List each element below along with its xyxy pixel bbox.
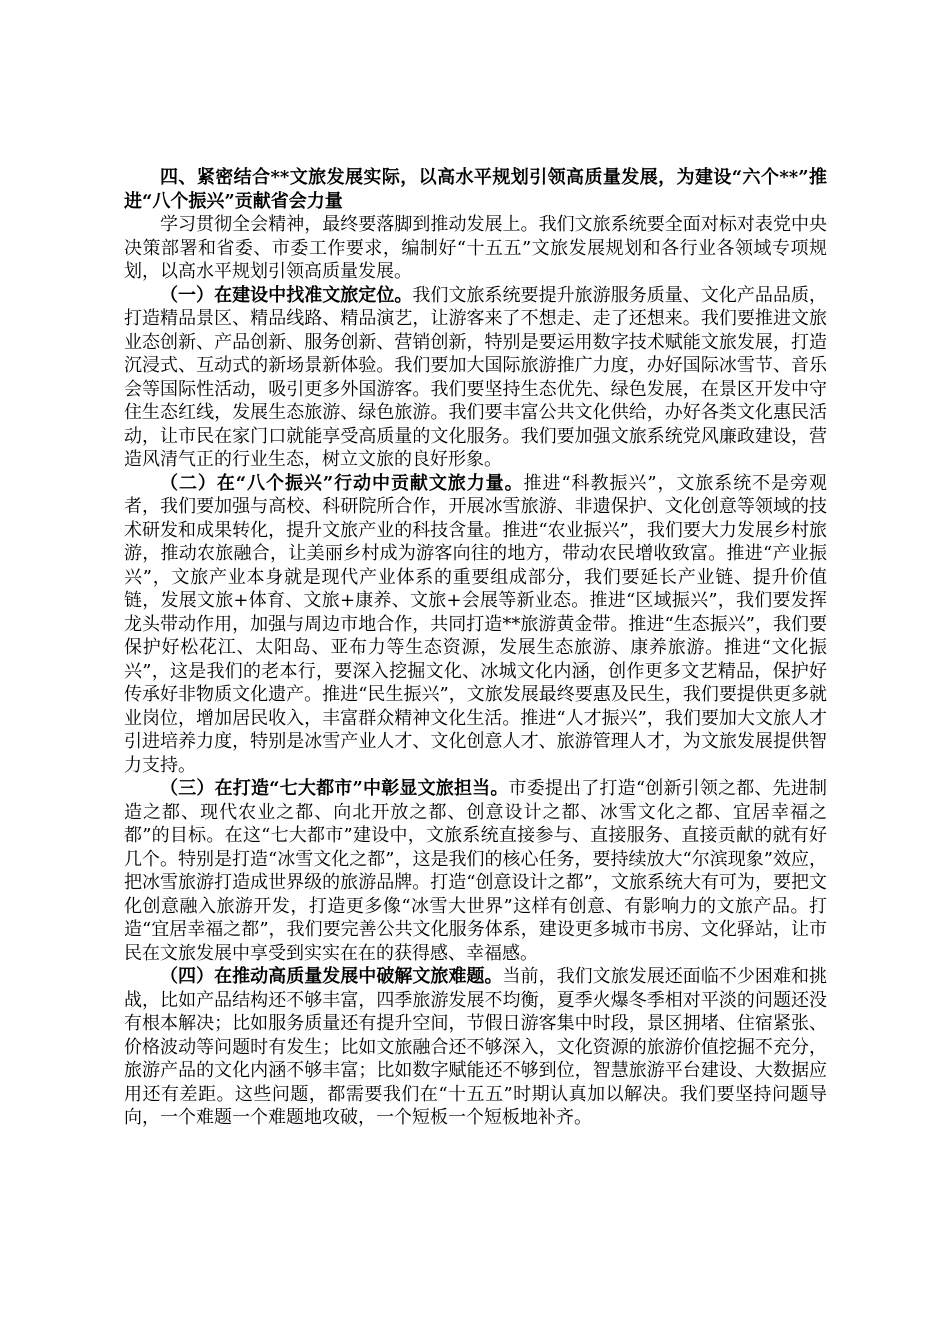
section-4-lead: （四）在推动高质量发展中破解文旅难题。 [160, 966, 503, 987]
section-4-paragraph [124, 965, 827, 1130]
section-3-body: 市委提出了打造“创新引领之都、先进制造之都、现代农业之都、向北开放之都、创意设计之都、冰雪文化之都、宜居幸福之都”的目标。在这“七大都市”建设中，文旅系统直接参与、直接服务、直接贡献的就有好几个。特别是打造“冰雪文化之都”，这是我们的核心任务，要持续放大“尔滨现象”效应，把冰雪旅游打造成世界级的旅游品牌。打造“创意设计之都”，文旅系统大有可为，要把文化创意融入旅游开发，打造更多像“冰雪大世界”这样有创意、有影响力的文旅产品。打造“宜居幸福之都”，我们要完善公共文化服务体系，建设更多城市书房、文化驿站，让市民在文旅发展中享受到实实在在的获得感、幸福感。 [124, 778, 827, 964]
section-1-lead: （一）在建设中找准文旅定位。 [160, 284, 413, 306]
document-page [124, 166, 827, 1130]
section-3-lead: （三）在打造“七大都市”中彰显文旅担当。 [160, 778, 509, 799]
section-2-body: 推进“科教振兴”，文旅系统不是旁观者，我们要加强与高校、科研院所合作，开展冰雪旅游、非遗保护、文化创意等领域的技术研发和成果转化，提升文旅产业的科技含量。推进“农业振兴”，我们要大力发展乡村旅游，推动农旅融合，让美丽乡村成为游客向往的地方，带动农民增收致富。推进“产业振兴”，文旅产业本身就是现代产业体系的重要组成部分，我们要延长产业链、提升价值链，发展文旅+体育、文旅+康养、文旅+会展等新业态。推进“区域振兴”，我们要发挥龙头带动作用，加强与周边市地合作，共同打造**旅游黄金带。推进“生态振兴”，我们要保护好松花江、太阳岛、亚布力等生态资源，发展生态旅游、康养旅游。推进“文化振兴”，这是我们的老本行，要深入挖掘文化、冰城文化内涵，创作更多文艺精品，保护好传承好非物质文化遗产。推进“民生振兴”，文旅发展最终要惠及民生，我们要提供更多就业岗位，增加居民收入，丰富群众精神文化生活。推进“人才振兴”，我们要加大文旅人才引进培养力度，特别是冰雪产业人才、文化创意人才、旅游管理人才，为文旅发展提供智力支持。 [124, 472, 827, 776]
section-2-paragraph [124, 472, 827, 778]
section-1-paragraph [124, 284, 827, 472]
section-3-paragraph [124, 777, 827, 965]
section-2-lead: （二）在“八个振兴”行动中贡献文旅力量。 [160, 472, 524, 494]
intro-paragraph: 学习贯彻全会精神，最终要落脚到推动发展上。我们文旅系统要全面对标对表党中央决策部署和省委、市委工作要求，编制好“十五五”文旅发展规划和各行业各领域专项规划，以高水平规划引领高质量发展。 [124, 214, 827, 282]
section-1-body: 我们文旅系统要提升旅游服务质量、文化产品品质，打造精品景区、精品线路、精品演艺，让游客来了不想走、走了还想来。我们要推进文旅业态创新、产品创新、服务创新、营销创新，特别是要运用数字技术赋能文旅发展，打造沉浸式、互动式的新场景新体验。我们要加大国际旅游推广力度，办好国际冰雪节、音乐会等国际性活动，吸引更多外国游客。我们要坚持生态优先、绿色发展，在景区开发中守住生态红线，发展生态旅游、绿色旅游。我们要丰富公共文化供给，办好各类文化惠民活动，让市民在家门口就能享受高质量的文化服务。我们要加强文旅系统党风廉政建设，营造风清气正的行业生态，树立文旅的良好形象。 [124, 284, 827, 470]
section-4-body: 当前，我们文旅发展还面临不少困难和挑战，比如产品结构还不够丰富，四季旅游发展不均衡，夏季火爆冬季相对平淡的问题还没有根本解决；比如服务质量还有提升空间，节假日游客集中时段，景区拥堵、住宿紧张、价格波动等问题时有发生；比如文旅融合还不够深入，文化资源的旅游价值挖掘不充分，旅游产品的文化内涵不够丰富；比如数字赋能还不够到位，智慧旅游平台建设、大数据应用还有差距。这些问题，都需要我们在“十五五”时期认真加以解决。我们要坚持问题导向，一个难题一个难题地攻破，一个短板一个短板地补齐。 [124, 966, 828, 1128]
section-heading: 四、紧密结合**文旅发展实际，以高水平规划引领高质量发展，为建设“六个**”推进“八个振兴”贡献省会力量 [124, 167, 827, 212]
